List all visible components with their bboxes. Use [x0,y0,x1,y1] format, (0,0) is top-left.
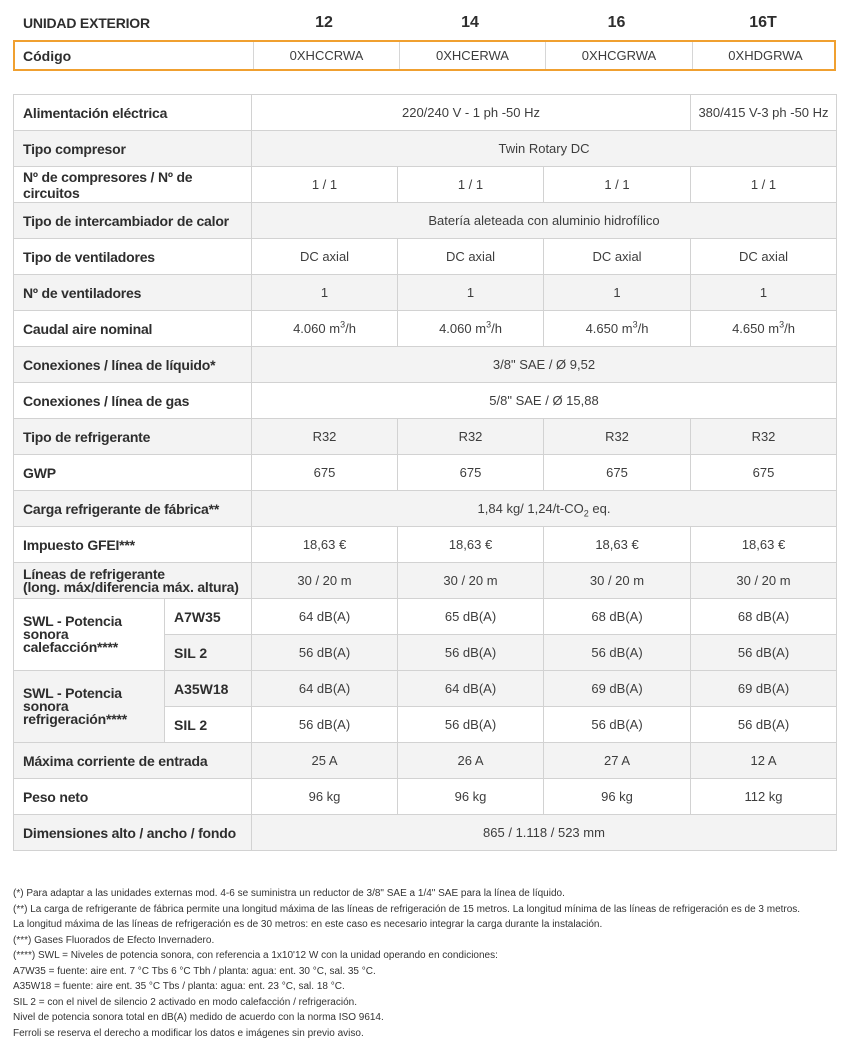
table-row [14,599,837,635]
cell-value: 96 kg [252,779,398,815]
row-label [14,599,165,671]
header-title: UNIDAD EXTERIOR [23,15,150,31]
model-14: 14 [461,14,479,31]
cell-value: DC axial [691,239,837,275]
cell-value: 56 dB(A) [544,635,691,671]
row-label-line: SWL - Potencia sonora [23,685,122,714]
table-row [14,275,837,311]
unit-text: /h [345,321,356,336]
row-label: Tipo compresor [14,131,252,167]
row-label: Conexiones / línea de líquido* [14,347,252,383]
cell-value: 69 dB(A) [691,671,837,707]
cell-value: 1 / 1 [252,167,398,203]
table-row [14,239,837,275]
cell-value: 3/8" SAE / Ø 9,52 [252,347,837,383]
cell-value: R32 [252,419,398,455]
footnote-line: Ferroli se reserva el derecho a modificar los datos e imágenes sin previo aviso. [13,1027,364,1039]
cell-value: 56 dB(A) [252,707,398,743]
sub-label: A35W18 [165,671,252,707]
footnote-line: (*) Para adaptar a las unidades externas mod. 4-6 se suministra un reductor de 3/8" SAE a 1/4" SAE para la línea de líquido. [13,888,565,899]
subscript: 2 [583,508,589,519]
cell-value: 675 [398,455,544,491]
cell-value: 64 dB(A) [398,671,544,707]
table-row [14,203,837,239]
cell-value: 1 [398,275,544,311]
cell-value: DC axial [544,239,691,275]
value-text: 4.060 m [439,321,487,336]
spec-sheet [13,6,836,841]
cell-value [544,311,691,347]
value-text: 4.650 m [732,321,780,336]
row-label: Tipo de intercambiador de calor [14,203,252,239]
cell-value: 68 dB(A) [691,599,837,635]
footnote-line: La longitud máxima de las líneas de refrigeración es de 30 metros: en este caso es necesario integrar la carga durante la instalación. [13,919,603,930]
row-label: Alimentación eléctrica [14,95,252,131]
cell-value: 220/240 V - 1 ph -50 Hz [252,95,691,131]
footnote-line: SIL 2 = con el nivel de silencio 2 activado en modo calefacción / refrigeración. [13,996,357,1008]
table-row [14,527,837,563]
cell-value: 1 / 1 [691,167,837,203]
row-label: Máxima corriente de entrada [14,743,252,779]
table-row [14,491,837,527]
cell-value: 56 dB(A) [691,635,837,671]
superscript: 3 [632,319,638,330]
table-row [14,95,837,131]
unit-text: /h [784,321,795,336]
cell-value: 69 dB(A) [544,671,691,707]
cell-value: 56 dB(A) [398,635,544,671]
value-text: eq. [588,501,611,516]
cell-value [252,311,398,347]
codigo-row [13,40,836,71]
cell-value: 56 dB(A) [691,707,837,743]
cell-value: Batería aleteada con aluminio hidrofílico [252,203,837,239]
cell-value [398,311,544,347]
footnote-line: (***) Gases Fluorados de Efecto Invernadero. [13,934,215,946]
value-text: 4.060 m [293,321,341,336]
row-label [14,563,252,599]
codigo-label: Código [23,47,72,64]
codigo-value: 0XHCCRWA [253,42,399,69]
row-label: Tipo de refrigerante [14,419,252,455]
cell-value: 64 dB(A) [252,599,398,635]
table-row [14,455,837,491]
cell-value: 30 / 20 m [544,563,691,599]
superscript: 3 [779,319,785,330]
codigo-value: 0XHDGRWA [692,42,838,69]
table-row [14,311,837,347]
cell-value: 12 A [691,743,837,779]
row-label: Impuesto GFEI*** [14,527,252,563]
cell-value: 25 A [252,743,398,779]
cell-value: 5/8" SAE / Ø 15,88 [252,383,837,419]
cell-value: DC axial [398,239,544,275]
cell-value: 27 A [544,743,691,779]
cell-value: 65 dB(A) [398,599,544,635]
cell-value: 30 / 20 m [691,563,837,599]
cell-value: 675 [544,455,691,491]
table-row [14,383,837,419]
cell-value: 18,63 € [544,527,691,563]
cell-value: 26 A [398,743,544,779]
cell-value: 56 dB(A) [544,707,691,743]
value-text: 1,84 kg/ 1,24/t-CO [477,501,584,516]
superscript: 3 [340,319,346,330]
codigo-value: 0XHCERWA [399,42,545,69]
spec-table [13,94,837,851]
cell-value: 96 kg [398,779,544,815]
table-row [14,419,837,455]
footnote-line: A7W35 = fuente: aire ent. 7 °C Tbs 6 °C Tbh / planta: agua: ent. 30 °C, sal. 35 °C. [13,965,376,977]
cell-value: 112 kg [691,779,837,815]
cell-value: 1 [252,275,398,311]
row-label: Nº de ventiladores [14,275,252,311]
row-label-line: Líneas de refrigerante [23,565,165,582]
row-label: Peso neto [14,779,252,815]
row-label-line: calefacción**** [23,639,119,655]
row-label [14,671,165,743]
unit-text: /h [637,321,649,336]
cell-value: 18,63 € [398,527,544,563]
model-16t: 16T [749,14,777,31]
cell-value: 64 dB(A) [252,671,398,707]
row-label: Dimensiones alto / ancho / fondo [14,815,252,851]
cell-value: 30 / 20 m [398,563,544,599]
codigo-value: 0XHCGRWA [545,42,692,69]
header-row [13,6,836,40]
table-row [14,167,837,203]
cell-value: DC axial [252,239,398,275]
cell-value: 1 [691,275,837,311]
table-row [14,743,837,779]
row-label-line: refrigeración**** [23,711,127,727]
cell-value: 56 dB(A) [398,707,544,743]
cell-value: R32 [398,419,544,455]
table-row [14,131,837,167]
superscript: 3 [486,319,492,330]
table-row [14,671,837,707]
cell-value: Twin Rotary DC [252,131,837,167]
table-row [14,815,837,851]
cell-value: 18,63 € [252,527,398,563]
sub-label: A7W35 [165,599,252,635]
model-12: 12 [315,14,333,31]
footnote-line: A35W18 = fuente: aire ent. 35 °C Tbs / planta: agua: ent. 23 °C, sal. 18 °C. [13,981,345,992]
cell-value: R32 [691,419,837,455]
footnotes [13,886,843,1041]
footnote-line: (**) La carga de refrigerante de fábrica permite una longitud máxima de las líneas de refrigeración de 15 metros. La longitud mínima de las líneas de refrigeración es de 3 metros. [13,903,801,915]
table-row [14,347,837,383]
footnote-line: (****) SWL = Niveles de potencia sonora, con referencia a 1x10'12 W con la unidad operando en condiciones: [13,950,498,961]
unit-text: /h [491,321,502,336]
table-row [14,779,837,815]
row-label: Conexiones / línea de gas [14,383,252,419]
footnote-line: Nivel de potencia sonora total en dB(A) medido de acuerdo con la norma ISO 9614. [13,1012,384,1023]
sub-label: SIL 2 [165,635,252,671]
cell-value: 96 kg [544,779,691,815]
row-label: Tipo de ventiladores [14,239,252,275]
cell-value: 1 / 1 [398,167,544,203]
sub-label: SIL 2 [165,707,252,743]
cell-value: 675 [691,455,837,491]
cell-value [691,311,837,347]
row-label: GWP [14,455,252,491]
row-label-line: SWL - Potencia sonora [23,613,122,642]
cell-value: 68 dB(A) [544,599,691,635]
row-label: Carga refrigerante de fábrica** [14,491,252,527]
cell-value: 30 / 20 m [252,563,398,599]
row-label: Caudal aire nominal [14,311,252,347]
cell-value: R32 [544,419,691,455]
cell-value [252,491,837,527]
cell-value: 56 dB(A) [252,635,398,671]
cell-value: 675 [252,455,398,491]
cell-value: 18,63 € [691,527,837,563]
cell-value: 380/415 V-3 ph -50 Hz [691,95,837,131]
value-text: 4.650 m [585,321,633,336]
model-16: 16 [607,14,626,31]
cell-value: 865 / 1.118 / 523 mm [252,815,837,851]
row-label: Nº de compresores / Nº de circuitos [14,167,252,203]
table-row [14,563,837,599]
cell-value: 1 [544,275,691,311]
cell-value: 1 / 1 [544,167,691,203]
row-label-line: (long. máx/diferencia máx. altura) [23,578,239,595]
